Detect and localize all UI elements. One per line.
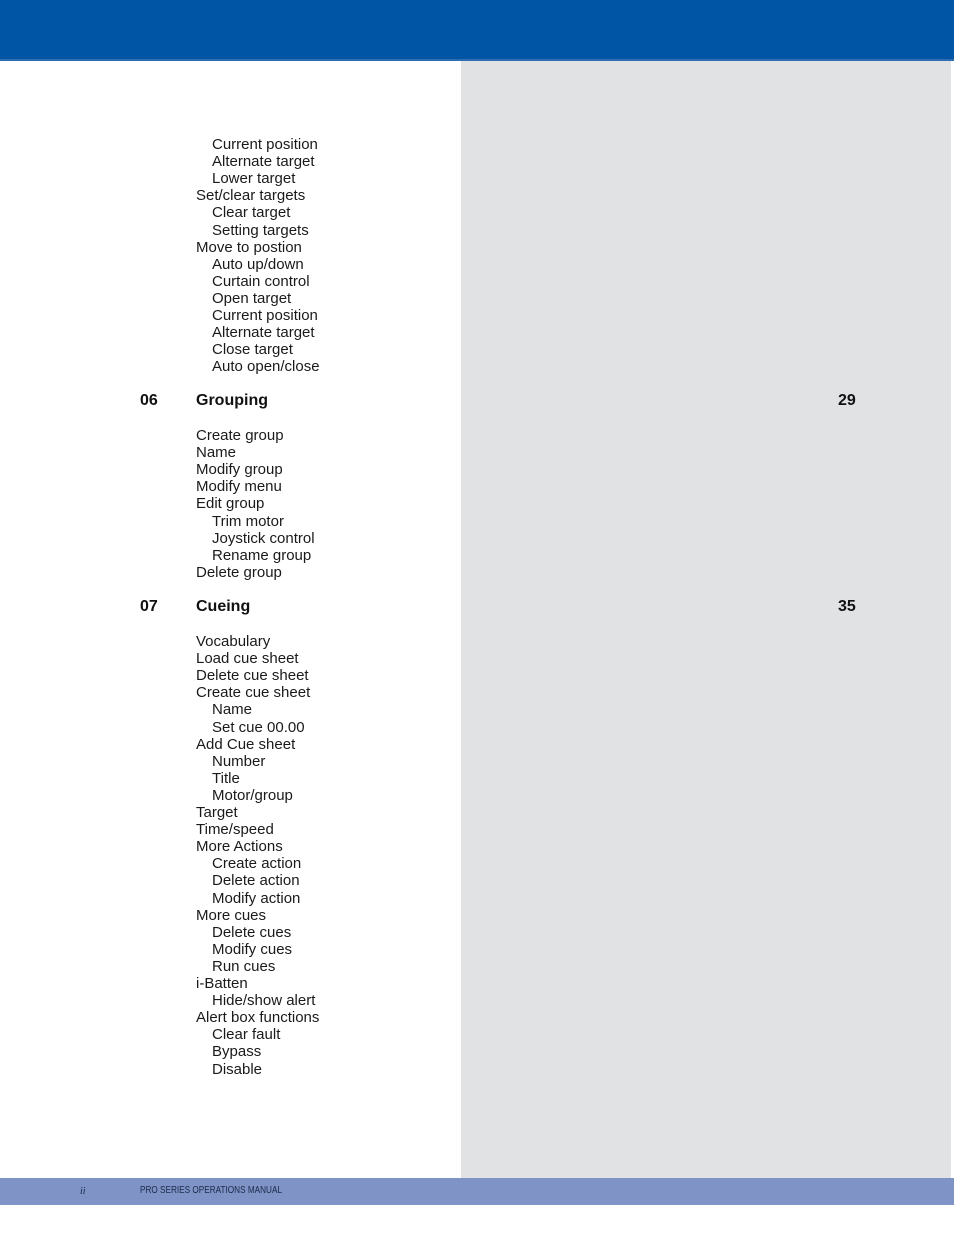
toc-entry: Create cue sheet [196, 684, 311, 702]
toc-subentry: Bypass [212, 1043, 262, 1061]
section-page-number: 29 [838, 392, 856, 409]
toc-subentry: Name [212, 701, 253, 719]
toc-entry: Delete cue sheet [196, 667, 309, 685]
toc-subentry: Current position [212, 136, 318, 153]
section-page-number: 35 [838, 598, 856, 615]
toc-entry: Time/speed [196, 821, 274, 839]
toc-entry: Modify menu [196, 478, 282, 496]
toc-entry: Delete group [196, 563, 282, 581]
toc-subentry: Delete cues [212, 923, 292, 941]
toc-subentry: Auto up/down [212, 255, 304, 273]
toc-entry: i-Batten [196, 975, 248, 992]
toc-subentry: Open target [212, 289, 292, 307]
toc-entry: Move to postion [196, 238, 302, 256]
toc-subentry: Title [212, 769, 240, 787]
toc-entry: Vocabulary [196, 633, 271, 650]
toc-subentry: Alternate target [212, 153, 315, 171]
footer-bar [0, 1178, 954, 1205]
section-number: 07 [140, 598, 158, 615]
toc-subentry: Joystick control [212, 529, 315, 547]
toc-subentry: Set cue 00.00 [212, 718, 305, 736]
toc-subentry: Alternate target [212, 324, 315, 342]
section-title: Grouping [196, 392, 268, 409]
toc-subentry: Trim motor [212, 512, 284, 530]
toc-subentry: Setting targets [212, 221, 309, 239]
toc-subentry: Curtain control [212, 272, 310, 290]
toc-entry: Set/clear targets [196, 187, 306, 205]
toc-entry: Edit group [196, 495, 265, 513]
toc-entry: Alert box functions [196, 1009, 320, 1027]
toc-subentry: Delete action [212, 872, 300, 890]
toc-entry: Modify group [196, 461, 283, 479]
toc-entry: Load cue sheet [196, 650, 299, 668]
toc-subentry: Run cues [212, 957, 276, 975]
toc-entry: Name [196, 444, 237, 462]
toc-subentry: Disable [212, 1060, 263, 1078]
toc-subentry: Clear fault [212, 1026, 281, 1044]
section-title: Cueing [196, 598, 251, 615]
toc-subentry: Modify cues [212, 940, 293, 958]
toc-subentry: Create action [212, 855, 302, 873]
toc-subentry: Lower target [212, 170, 296, 188]
toc-subentry: Auto open/close [212, 358, 320, 376]
toc-entry: Target [196, 804, 238, 821]
footer-page-number: ii [80, 1186, 86, 1197]
toc-entry: Add Cue sheet [196, 735, 296, 753]
toc-entry: More Actions [196, 838, 283, 856]
toc-subentry: Close target [212, 341, 293, 359]
footer-manual-title: PRO SERIES OPERATIONS MANUAL [140, 1185, 283, 1196]
toc-subentry: Motor/group [212, 786, 293, 804]
toc-subentry: Rename group [212, 546, 312, 564]
toc-subentry: Current position [212, 307, 318, 324]
toc-subentry: Modify action [212, 889, 301, 907]
toc-subentry: Hide/show alert [212, 992, 316, 1010]
toc-entry: More cues [196, 906, 267, 924]
toc-entry: Create group [196, 427, 284, 444]
section-number: 06 [140, 392, 158, 409]
toc-subentry: Number [212, 752, 266, 770]
toc-subentry: Clear target [212, 204, 291, 222]
